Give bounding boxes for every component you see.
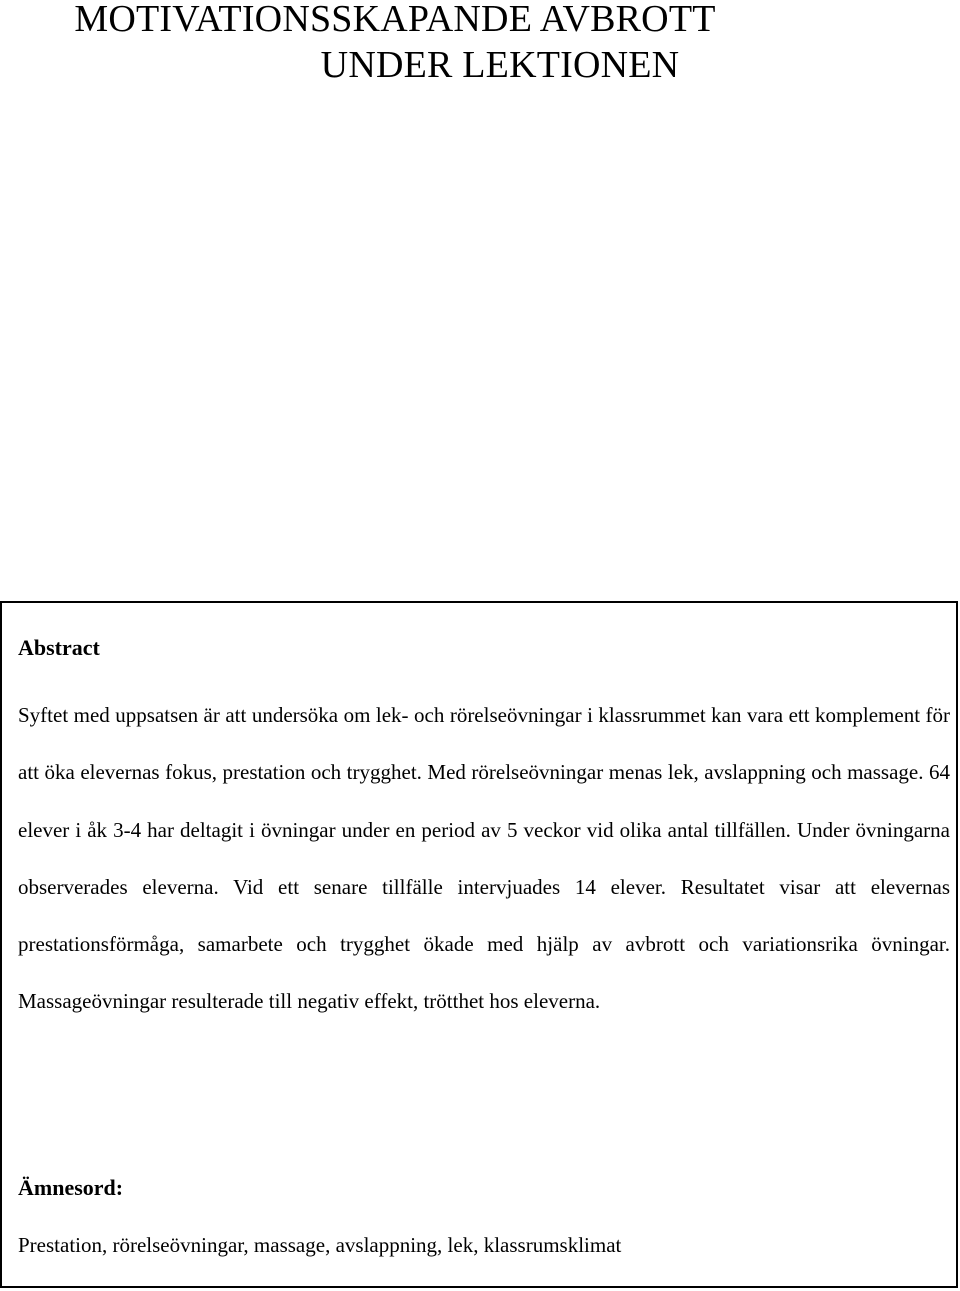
title-line-2: UNDER LEKTIONEN xyxy=(320,44,680,86)
abstract-body: Syftet med uppsatsen är att undersöka om lek- och rörelseövningar i klassrummet kan vara ett komplement för att öka elevernas fokus, prestation och trygghet. Med rörelseövningar menas lek, avslappning och massage. 64 elever i åk 3-4 har deltagit i övningar under en period av 5 veckor vid olika antal tillfällen. Under övningarna observerades eleverna. Vid ett senare tillfälle intervjuades 14 elever. Resultatet visar att elevernas prestationsförmåga, samarbete och trygghet ökade med hjälp av avbrott och variationsrika övningar. Massageövningar resulterade till negativ effekt, trötthet hos eleverna. xyxy=(18,703,950,1014)
title-line-1: MOTIVATIONSSKAPANDE AVBROTT xyxy=(74,0,716,40)
abstract-heading: Abstract xyxy=(18,635,100,660)
keywords-label: Ämnesord xyxy=(18,1175,116,1200)
keywords-list: Prestation, rörelseövningar, massage, avslappning, lek, klassrumsklimat xyxy=(18,1233,622,1257)
abstract-box xyxy=(0,601,958,1288)
keywords-heading xyxy=(18,1173,123,1203)
keywords-separator: : xyxy=(115,1175,124,1200)
document-title xyxy=(0,0,960,88)
